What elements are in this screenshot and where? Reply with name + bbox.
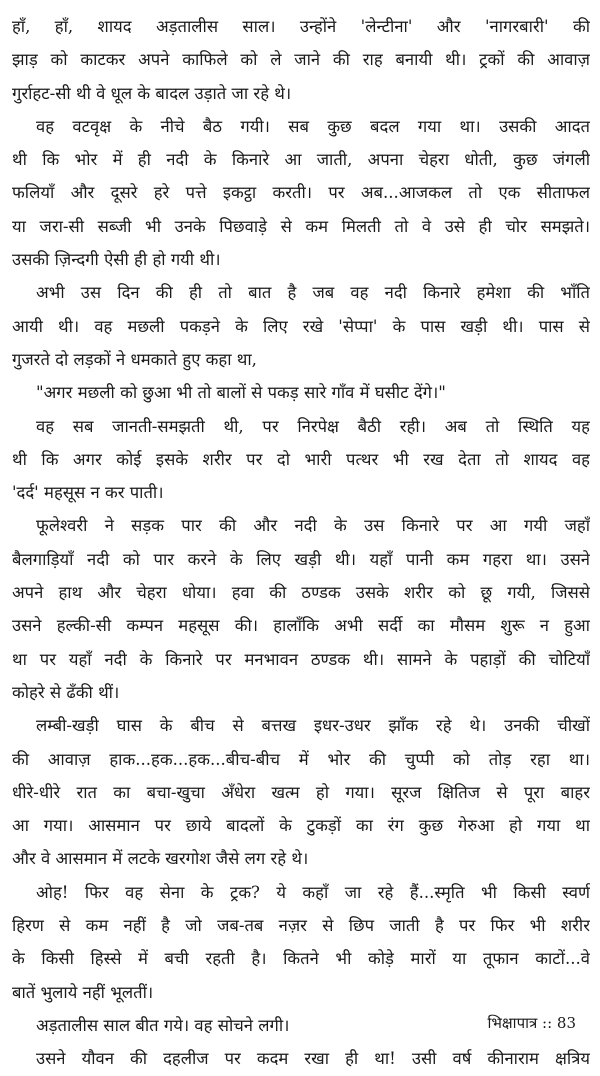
text-line: फलियाँ और दूसरे हरे पत्ते इकट्ठा करती। पर अब...आजकल तो एक सीताफल xyxy=(12,183,590,203)
text-line: फूलेश्वरी ने सड़क पार की और नदी के उस किनारे पर आ गयी जहाँ xyxy=(36,516,590,536)
text-line: झाड़ को काटकर अपने काफिले को ले जाने की राह बनायी थी। ट्रकों की आवाज़ xyxy=(12,50,590,70)
text-line: बैलगाड़ियाँ नदी को पार करने के लिए खड़ी थी। यहाँ पानी कम गहरा था। उसने xyxy=(12,549,590,569)
text-line: "अगर मछली को छुआ भी तो बालों से पकड़ सारे गाँव में घसीट देंगे।" xyxy=(36,383,446,403)
text-line: था पर यहाँ नदी के किनारे पर मनभावन ठण्डक थी। सामने के पहाड़ों की चोटियाँ xyxy=(12,649,590,669)
text-line: वह वटवृक्ष के नीचे बैठ गयी। सब कुछ बदल गया था। उसकी आदत xyxy=(36,116,590,136)
text-line: बातें भुलाये नहीं भूलतीं। xyxy=(12,982,154,1002)
text-line: अड़तालीस साल बीत गये। वह सोचने लगी। xyxy=(36,1015,290,1035)
text-line: की आवाज़ हाक...हक...हक...बीच-बीच में भोर की चुप्पी को तोड़ रहा था। xyxy=(12,749,590,769)
text-line: लम्बी-खड़ी घास के बीच से बत्तख इधर-उधर झाँक रहे थे। उनकी चीखों xyxy=(36,716,590,736)
text-line: उसकी ज़िन्दगी ऐसी ही हो गयी थी। xyxy=(12,250,221,270)
text-line: के किसी हिस्से में बची रहती है। कितने भी कोड़े मारों या तूफान काटों...वे xyxy=(12,949,590,969)
text-line: आ गया। आसमान पर छाये बादलों के टुकड़ों का रंग कुछ गेरुआ हो गया था xyxy=(12,816,590,836)
text-line: थी कि अगर कोई इसके शरीर पर दो भारी पत्थर भी रख देता तो शायद वह xyxy=(12,449,590,469)
text-line: अपने हाथ और चेहरा धोया। हवा की ठण्डक उसके शरीर को छू गयी, जिससे xyxy=(12,583,590,603)
text-line: 'दर्द' महसूस न कर पाती। xyxy=(12,483,164,503)
text-line: आयी थी। वह मछली पकड़ने के लिए रखे 'सेप्पा' के पास खड़ी थी। पास से xyxy=(12,316,590,336)
text-line: गुजरते दो लड़कों ने धमकाते हुए कहा था, xyxy=(12,349,257,369)
text-line: या जरा-सी सब्जी भी उनके पिछवाड़े से कम मिलती तो वे उसे ही चोर समझते। xyxy=(12,216,590,236)
text-line: हिरण से कम नहीं है जो जब-तब नज़र से छिप जाती है पर फिर भी शरीर xyxy=(12,916,590,936)
text-line: कोहरे से ढँकी थीं। xyxy=(12,682,120,702)
text-line: हाँ, हाँ, शायद अड़तालीस साल। उन्होंने 'लेन्टीना' और 'नागरबारी' की xyxy=(12,17,590,36)
text-line: और वे आसमान में लटके खरगोश जैसे लग रहे थे। xyxy=(12,849,309,869)
text-line: थी कि भोर में ही नदी के किनारे आ जाती, अपना चेहरा धोती, कुछ जंगली xyxy=(12,150,590,170)
text-line: उसने हल्की-सी कम्पन महसूस की। हालाँकि अभी सर्दी का मौसम शुरू न हुआ xyxy=(12,616,590,636)
text-line: गुर्राहट-सी थी वे धूल के बादल उड़ाते जा रहे थे। xyxy=(12,83,292,103)
text-line: ओह! फिर वह सेना के ट्रक? ये कहाँ जा रहे हैं...स्मृति भी किसी स्वर्ण xyxy=(36,882,590,902)
text-line: अभी उस दिन की ही तो बात है जब वह नदी किनारे हमेशा की भाँति xyxy=(36,283,590,303)
text-line: वह सब जानती-समझती थी, पर निरपेक्ष बैठी रही। अब तो स्थिति यह xyxy=(36,416,590,436)
body-text xyxy=(12,10,590,1076)
text-line: धीरे-धीरे रात का बचा-खुचा अँधेरा खत्म हो गया। सूरज क्षितिज से पूरा बाहर xyxy=(12,782,590,802)
page-footer: भिक्षापात्र :: 83 xyxy=(487,1014,576,1032)
text-line: उसने यौवन की दहलीज पर कदम रखा ही था! उसी वर्ष कीनाराम क्षत्रिय xyxy=(36,1049,590,1069)
